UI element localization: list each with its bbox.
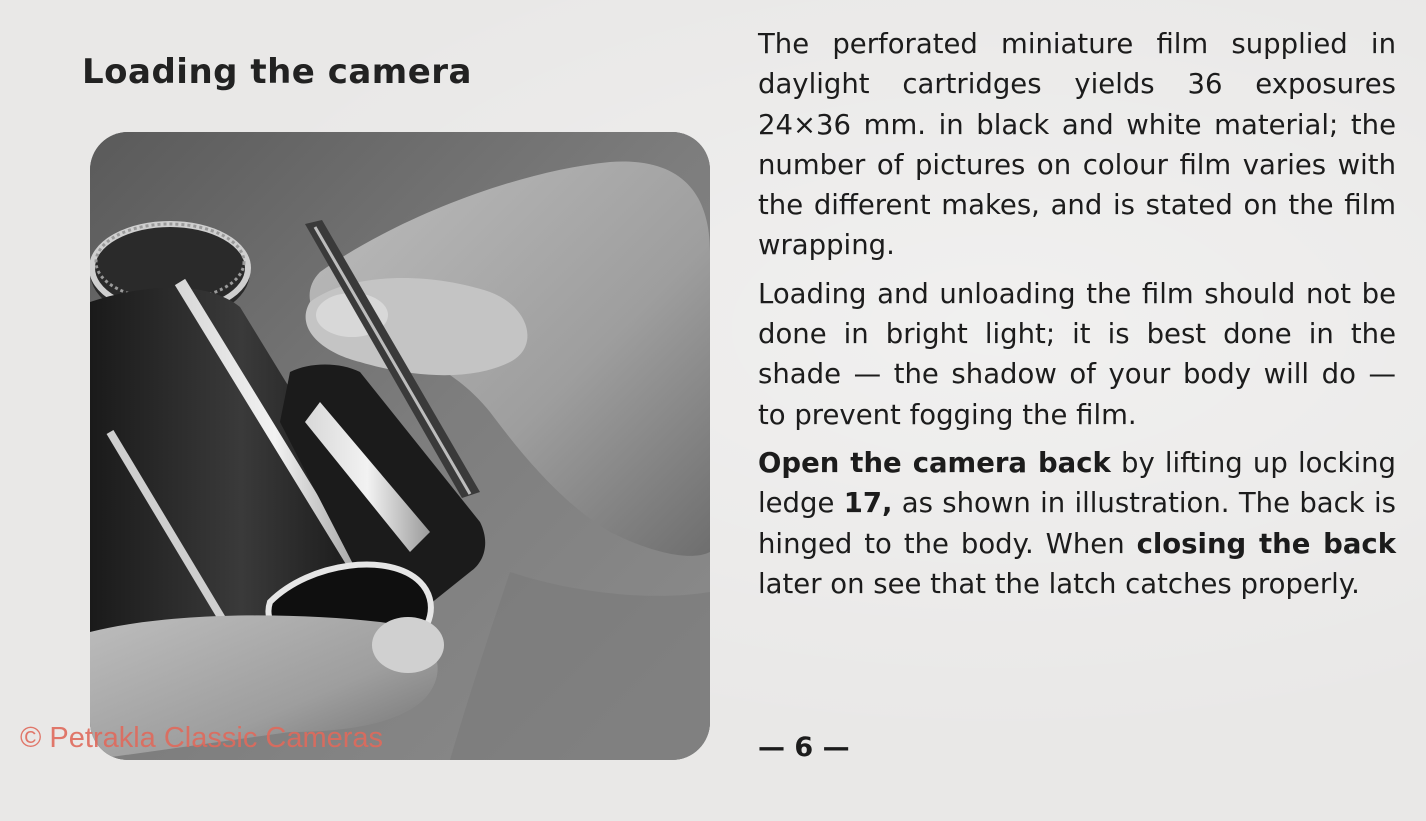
emphasis-closing-back: closing the back (1136, 527, 1396, 560)
paragraph-loading-advice: Loading and unloading the film should not be done in bright light; it is best done in the shade — the shadow of your body will do — to prevent fogging the film. (758, 277, 1396, 431)
body-text (758, 24, 1396, 612)
page-heading: Loading the camera (82, 52, 472, 92)
paragraph-open-back-text3: later on see that the latch catches properly. (758, 567, 1360, 600)
copyright-watermark: © Petrakla Classic Cameras (20, 722, 384, 754)
emphasis-ledge-number: 17, (843, 487, 893, 520)
paragraph-open-back (758, 443, 1396, 604)
paragraph-film-description: The perforated miniature film supplied in daylight cartridges yields 36 exposures 24×36 mm. in black and white material; the number of pictures on colour film varies with the different makes, and is stated on the film wrapping. (758, 28, 1396, 262)
page-number: — 6 — (758, 732, 850, 763)
paragraph-open-back-text1: by lifting up locking ledge (758, 446, 1396, 520)
photo-illustration (90, 132, 710, 760)
emphasis-open-back: Open the camera back (758, 446, 1111, 479)
camera-loading-photo (90, 132, 710, 760)
paragraph-open-back-text2: as shown in illustration. The back is hinged to the body. When (758, 487, 1396, 560)
